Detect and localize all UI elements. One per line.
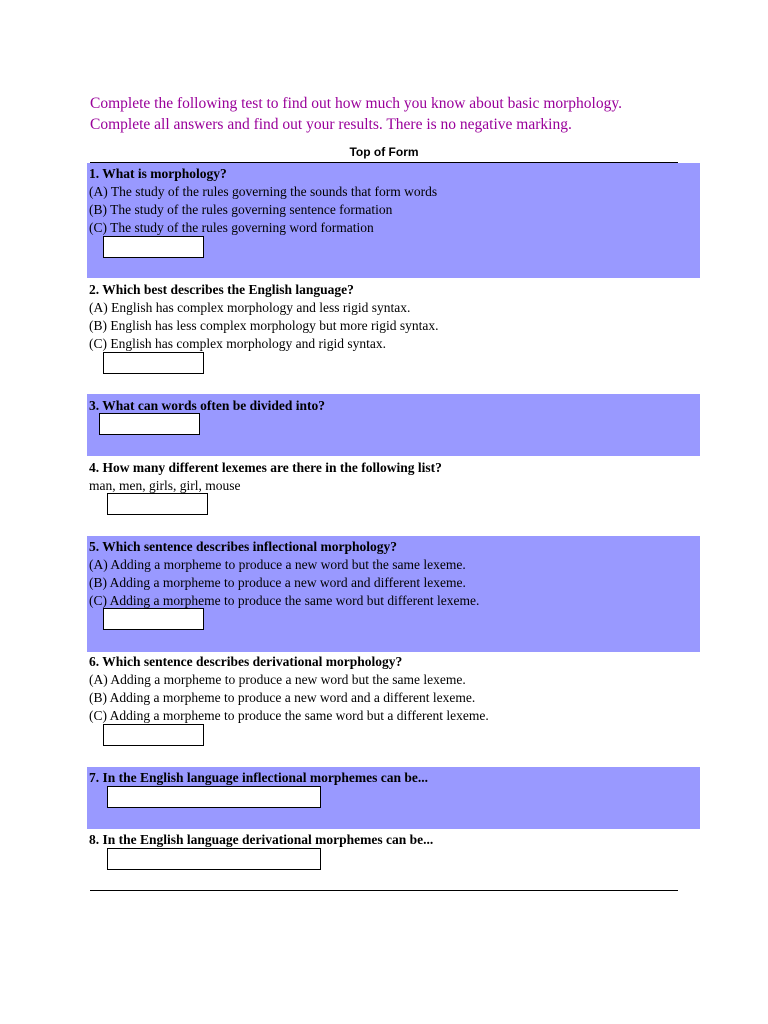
- question-5-answer-field[interactable]: [103, 608, 204, 630]
- question-5-text: 5. Which sentence describes inflectional morphology?: [89, 539, 397, 554]
- question-1-answer-field[interactable]: [103, 236, 204, 258]
- question-5-option-c: (C) Adding a morpheme to produce the same word but different lexeme.: [89, 593, 480, 608]
- question-8-text: 8. In the English language derivational morphemes can be...: [89, 832, 434, 847]
- question-5: [87, 536, 700, 652]
- question-6-text: 6. Which sentence describes derivational morphology?: [89, 654, 403, 669]
- intro-line-1: Complete the following test to find out how much you know about basic morphology.: [90, 95, 622, 112]
- question-2-text: 2. Which best describes the English language?: [89, 282, 354, 297]
- question-5-option-b: (B) Adding a morpheme to produce a new word and different lexeme.: [89, 575, 466, 590]
- question-6-answer-field[interactable]: [103, 724, 204, 746]
- question-4-word-list: man, men, girls, girl, mouse: [89, 478, 241, 493]
- question-3-text: 3. What can words often be divided into?: [89, 398, 326, 413]
- question-2-answer-field[interactable]: [103, 352, 204, 374]
- question-6-option-a: (A) Adding a morpheme to produce a new word but the same lexeme.: [89, 672, 466, 687]
- question-4-answer-field[interactable]: [107, 493, 208, 515]
- form-bottom-divider: [90, 890, 678, 891]
- question-1-text: 1. What is morphology?: [89, 166, 227, 181]
- question-1-option-b: (B) The study of the rules governing sentence formation: [89, 202, 393, 217]
- question-8-answer-field[interactable]: [107, 848, 321, 870]
- intro-text: [90, 93, 710, 135]
- question-1-option-c: (C) The study of the rules governing word formation: [89, 220, 374, 235]
- question-1-option-a: (A) The study of the rules governing the sounds that form words: [89, 184, 438, 199]
- question-2-option-b: (B) English has less complex morphology but more rigid syntax.: [89, 318, 439, 333]
- question-3-answer-field[interactable]: [99, 413, 200, 435]
- question-6-option-c: (C) Adding a morpheme to produce the same word but a different lexeme.: [89, 708, 489, 723]
- question-2-option-a: (A) English has complex morphology and less rigid syntax.: [89, 300, 411, 315]
- question-1: [87, 163, 700, 278]
- top-of-form-label: Top of Form: [349, 145, 419, 159]
- question-2-option-c: (C) English has complex morphology and rigid syntax.: [89, 336, 386, 351]
- question-7-answer-field[interactable]: [107, 786, 321, 808]
- question-4-text: 4. How many different lexemes are there in the following list?: [89, 460, 442, 475]
- question-5-option-a: (A) Adding a morpheme to produce a new word but the same lexeme.: [89, 557, 466, 572]
- question-6-option-b: (B) Adding a morpheme to produce a new word and a different lexeme.: [89, 690, 476, 705]
- intro-line-2: Complete all answers and find out your results. There is no negative marking.: [90, 116, 572, 133]
- question-7-text: 7. In the English language inflectional morphemes can be...: [89, 770, 429, 785]
